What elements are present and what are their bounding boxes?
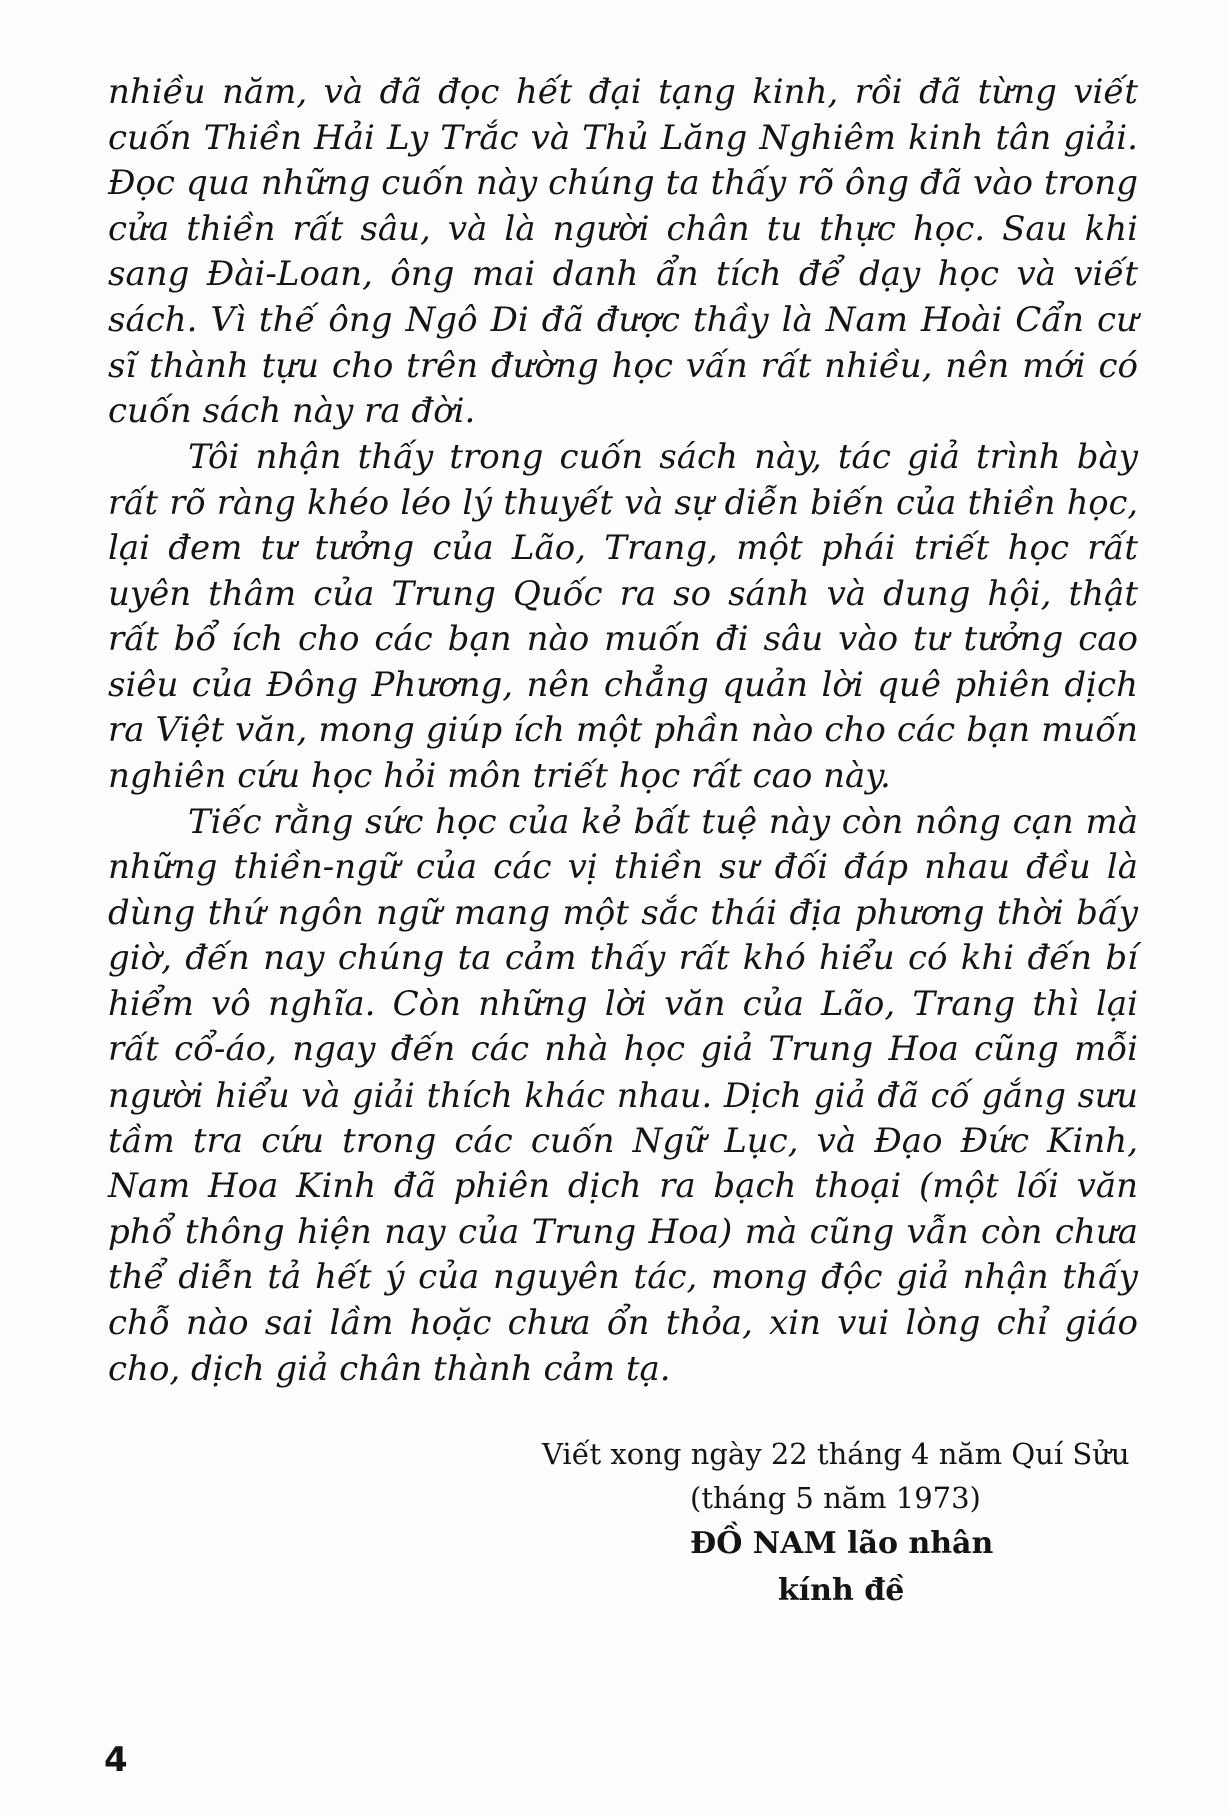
text-line: cuốn sách này ra đời. [108,391,476,432]
body-text [108,70,1138,1392]
signature-closing: kính đề [778,1573,905,1608]
text-line: sang Đài-Loan, ông mai danh ẩn tích để dạy học và viết [108,254,1138,295]
text-line: Nam Hoa Kinh đã phiên dịch ra bạch thoại (một lối văn [108,1166,1138,1207]
text-line: giờ, đến nay chúng ta cảm thấy rất khó hiểu có khi đến bí [108,938,1138,979]
text-line: rất bổ ích cho các bạn nào muốn đi sâu vào tư tưởng cao [108,619,1138,660]
text-line: cuốn Thiền Hải Ly Trắc và Thủ Lăng Nghiêm kinh tân giải. [108,117,1138,158]
text-line: uyên thâm của Trung Quốc ra so sánh và dung hội, thật [108,573,1138,614]
text-line: hiểm vô nghĩa. Còn những lời văn của Lão, Trang thì lại [108,983,1138,1024]
text-line: siêu của Đông Phương, nên chẳng quản lời quê phiên dịch [108,664,1138,705]
page-number: 4 [104,1740,128,1780]
text-line: những thiền-ngữ của các vị thiền sư đối đáp nhau đều là [108,847,1138,888]
text-line: Tôi nhận thấy trong cuốn sách này, tác giả trình bày [188,436,1138,477]
text-line: nhiều năm, và đã đọc hết đại tạng kinh, rồi đã từng viết [108,72,1138,112]
text-line: cửa thiền rất sâu, và là người chân tu thực học. Sau khi [108,208,1138,249]
text-line: Đọc qua những cuốn này chúng ta thấy rõ ông đã vào trong [108,163,1138,204]
signature-date-gregorian: (tháng 5 năm 1973) [690,1481,981,1515]
text-line: rất cổ-áo, ngay đến các nhà học giả Trung Hoa cũng mỗi [108,1029,1138,1070]
text-line: thể diễn tả hết ý của nguyên tác, mong độc giả nhận thấy [108,1257,1138,1298]
text-line: sĩ thành tựu cho trên đường học vấn rất nhiều, nên mới có [108,345,1138,386]
signature-date: Viết xong ngày 22 tháng 4 năm Quí Sửu [542,1437,1130,1471]
text-line: sách. Vì thế ông Ngô Di đã được thầy là Nam Hoài Cẩn cư [108,299,1138,340]
text-line: người hiểu và giải thích khác nhau. Dịch giả đã cố gắng sưu [108,1076,1138,1116]
text-line: chỗ nào sai lầm hoặc chưa ổn thỏa, xin vui lòng chỉ giáo [108,1303,1138,1344]
text-line: tầm tra cứu trong các cuốn Ngữ Lục, và Đạo Đức Kinh, [108,1120,1138,1161]
text-line: phổ thông hiện nay của Trung Hoa) mà cũng vẫn còn chưa [108,1211,1138,1252]
text-line: cho, dịch giả chân thành cảm tạ. [108,1348,671,1389]
text-line: dùng thứ ngôn ngữ mang một sắc thái địa phương thời bấy [108,892,1138,933]
signature-author: ĐỒ NAM lão nhân [690,1526,994,1561]
text-line: nghiên cứu học hỏi môn triết học rất cao này. [108,755,891,796]
text-line: ra Việt văn, mong giúp ích một phần nào cho các bạn muốn [108,710,1138,751]
text-line: lại đem tư tưởng của Lão, Trang, một phái triết học rất [108,527,1138,568]
text-line: rất rõ ràng khéo léo lý thuyết và sự diễn biến của thiền học, [108,483,1138,523]
text-line: Tiếc rằng sức học của kẻ bất tuệ này còn nông cạn mà [188,801,1138,842]
